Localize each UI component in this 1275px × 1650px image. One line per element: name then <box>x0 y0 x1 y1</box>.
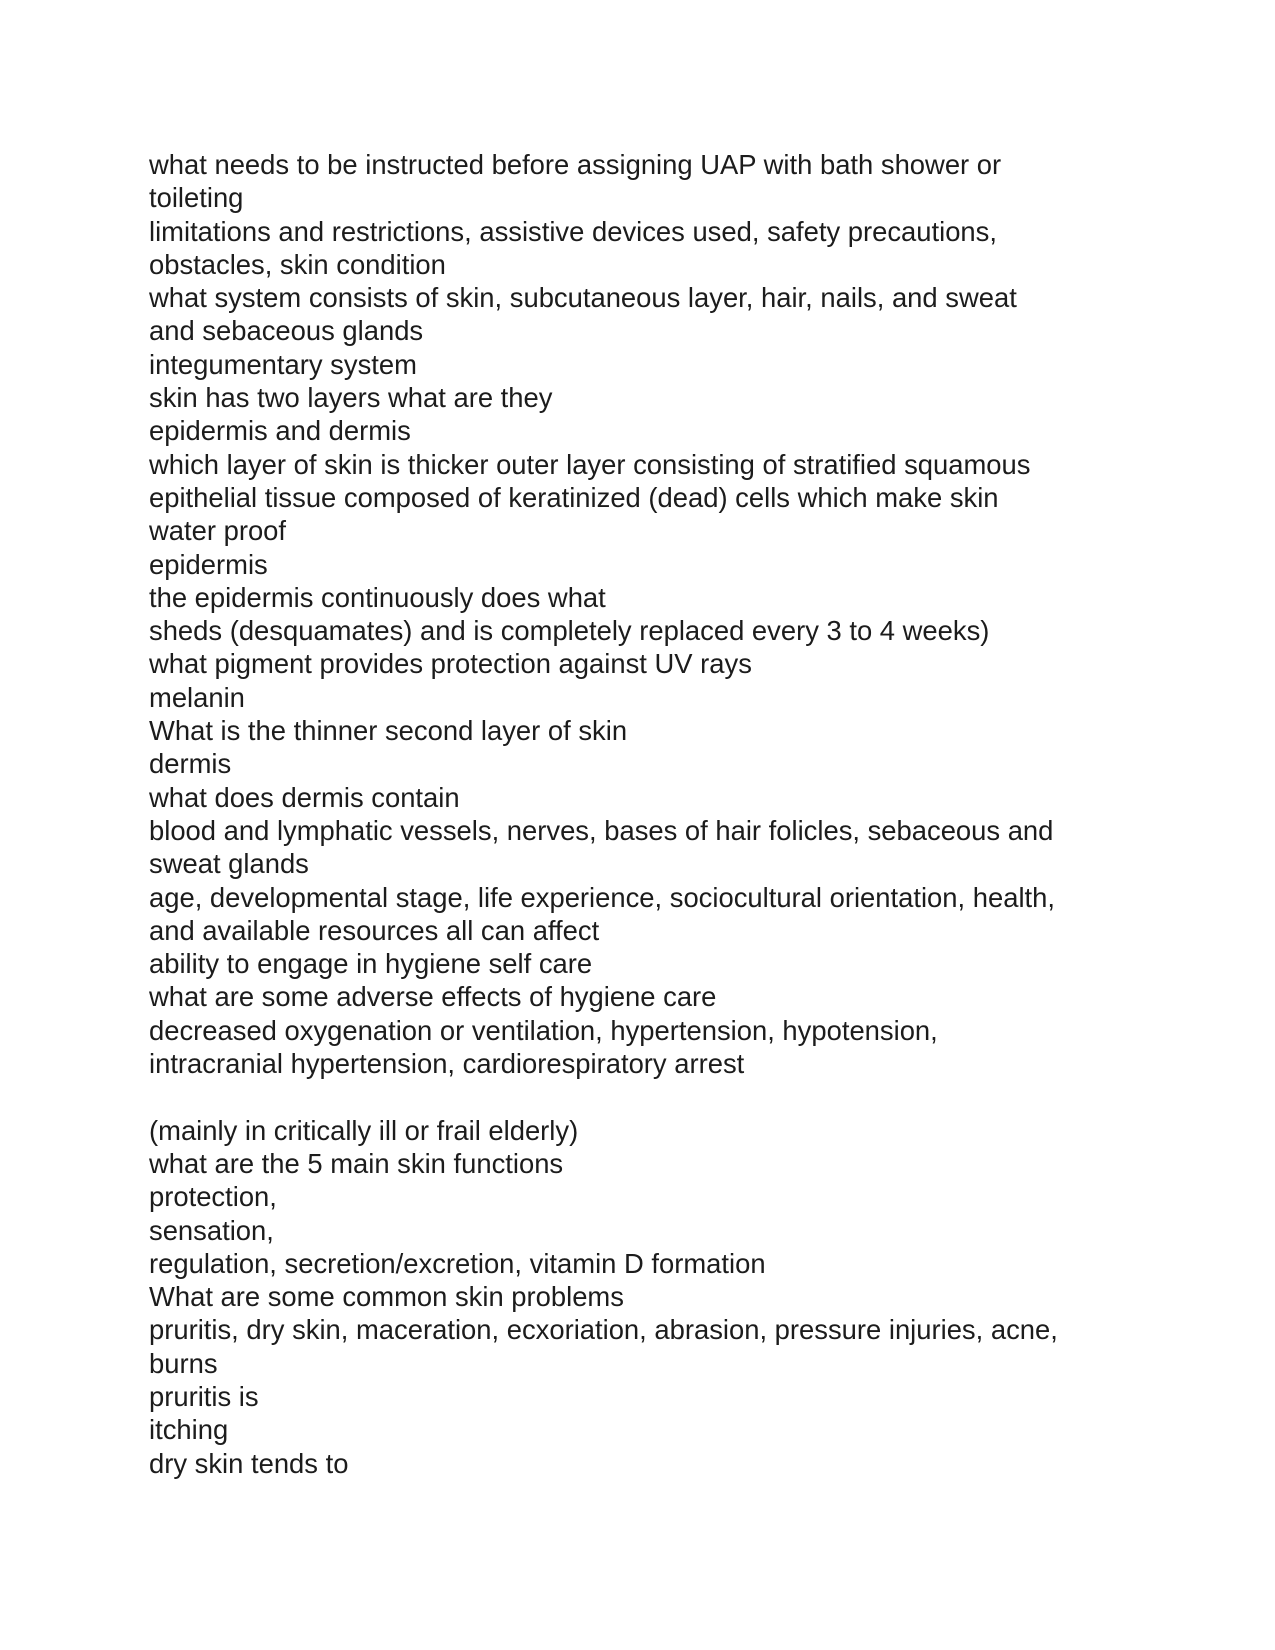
text-line: integumentary system <box>149 348 417 380</box>
text-line: what does dermis contain <box>149 781 460 813</box>
text-line: the epidermis continuously does what <box>149 581 606 613</box>
text-line: what needs to be instructed before assigning UAP with bath shower or <box>149 149 1002 180</box>
text-line: age, developmental stage, life experience, sociocultural orientation, health, <box>149 881 1055 913</box>
text-line: pruritis, dry skin, maceration, ecxoriation, abrasion, pressure injuries, acne, <box>149 1314 1058 1346</box>
text-line: epithelial tissue composed of keratinized (dead) cells which make skin <box>149 481 999 513</box>
study-notes-text <box>149 148 1139 1480</box>
blank-line <box>149 1080 1139 1113</box>
text-line: itching <box>149 1414 229 1446</box>
text-line: and available resources all can affect <box>149 914 600 946</box>
text-line: dry skin tends to <box>149 1447 349 1479</box>
text-line: regulation, secretion/excretion, vitamin D formation <box>149 1247 766 1279</box>
text-line: protection, <box>149 1181 277 1213</box>
text-line: toileting <box>149 182 244 214</box>
text-line: epidermis <box>149 548 268 580</box>
text-line: which layer of skin is thicker outer layer consisting of stratified squamous <box>149 448 1031 480</box>
text-line: melanin <box>149 681 245 713</box>
text-line: burns <box>149 1347 218 1379</box>
text-line: and sebaceous glands <box>149 315 424 347</box>
text-line: What are some common skin problems <box>149 1281 624 1313</box>
text-line: decreased oxygenation or ventilation, hypertension, hypotension, <box>149 1014 938 1046</box>
text-line: sensation, <box>149 1214 274 1246</box>
text-line: what are some adverse effects of hygiene care <box>149 981 717 1013</box>
text-line: limitations and restrictions, assistive devices used, safety precautions, <box>149 215 997 247</box>
text-line: skin has two layers what are they <box>149 382 553 414</box>
text-line: sweat glands <box>149 848 309 880</box>
text-line: intracranial hypertension, cardiorespiratory arrest <box>149 1048 745 1080</box>
text-line: pruritis is <box>149 1380 259 1412</box>
text-line: sheds (desquamates) and is completely replaced every 3 to 4 weeks) <box>149 615 990 647</box>
text-line: (mainly in critically ill or frail elderly) <box>149 1114 579 1146</box>
text-line: epidermis and dermis <box>149 415 411 447</box>
text-line: obstacles, skin condition <box>149 248 446 280</box>
text-line: what system consists of skin, subcutaneous layer, hair, nails, and sweat <box>149 282 1017 314</box>
text-line: What is the thinner second layer of skin <box>149 715 628 747</box>
text-line: what are the 5 main skin functions <box>149 1147 564 1179</box>
text-line: what pigment provides protection against UV rays <box>149 648 752 680</box>
text-line: blood and lymphatic vessels, nerves, bases of hair folicles, sebaceous and <box>149 814 1054 846</box>
text-line: water proof <box>149 515 287 547</box>
text-line: dermis <box>149 748 232 780</box>
text-line: ability to engage in hygiene self care <box>149 948 593 980</box>
